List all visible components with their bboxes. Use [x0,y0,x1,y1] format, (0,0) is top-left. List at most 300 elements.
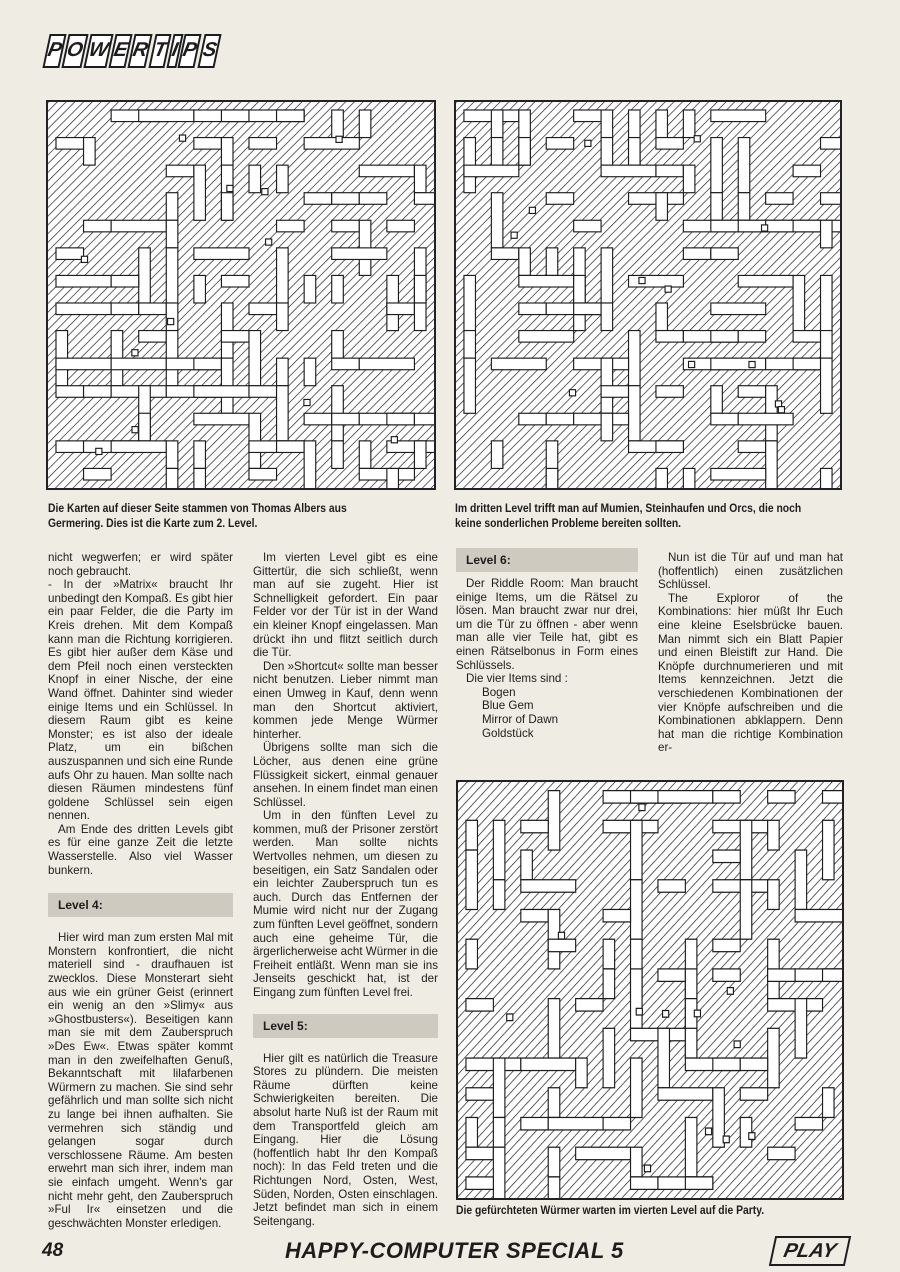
corridor [56,441,84,453]
corridor [631,969,643,1028]
corridor [194,413,249,425]
corridor [546,193,573,205]
level3-map [454,100,842,490]
corridor [56,275,111,287]
corridor [464,331,476,359]
corridor [629,138,641,166]
corridor [768,969,795,981]
corridor [713,969,740,981]
corridor [821,468,833,488]
corridor [466,1088,493,1100]
corridor [821,331,833,359]
corridor [249,165,261,193]
corridor [139,303,167,315]
corridor [603,939,615,969]
map-marker [81,256,87,262]
map-marker [168,318,174,324]
corridor [332,220,360,232]
corridor [738,386,765,398]
list-item: Mirror of Dawn [482,712,559,726]
corridor [491,248,518,260]
corridor [84,220,112,232]
map-marker [639,804,645,811]
level3-map-graphic [456,102,840,488]
map-marker [694,1010,700,1017]
corridor [740,880,752,939]
corridor [683,248,710,260]
corridor [56,386,84,398]
corridor [821,138,840,150]
corridor [277,386,289,441]
corridor [546,248,558,276]
paragraph: Den »Shortcut« sollte man besser nicht benutzen. Lieber nimmt man einen Umweg in Kauf, denn wenn man den Shortcut aktiviert, kommen jede Menge Würmer hinterher. [253,659,438,741]
corridor [194,165,206,220]
map-marker [636,1008,642,1015]
corridor [711,386,723,414]
paragraph: - In der »Matrix« braucht Ihr unbedingt den Kompaß. Es gibt hier ein paar Felder, die die Party im Kreis drehen. Mit dem Kompaß kann man die Richtung korrigieren. Es gibt hier außer dem Käse und dem Pfeil noch einen versteckten Knopf in einer Nische, der eine Wand öffnet. Dahinter sind wieder einige Items und ein Schlüssel. In diesem Raum gibt es keine Monster; es ist also der ideale Platz, um ein bißchen auszuspannen und sich eine Runde aufs Ohr zu hauen. Man sollte nach diesen Räumen mindestens fünf goldene Schlüssel sein eigen nennen. [48,578,233,823]
corridor [387,303,415,315]
corridor [658,969,685,981]
corridor [521,1058,576,1070]
corridor [359,358,414,370]
corridor [194,468,206,488]
map-marker [132,350,138,356]
corridor [414,303,426,331]
level4-map [456,780,844,1200]
corridor [359,193,387,205]
level4-map-graphic [458,782,842,1198]
map-marker [262,189,268,195]
corridor [683,110,695,138]
logo-letter: P [42,34,67,68]
corridor [576,1058,588,1088]
corridor [548,1147,560,1177]
corridor [603,1117,630,1129]
paragraph: Die vier Items sind : [466,672,568,686]
corridor [658,791,713,803]
corridor [332,331,344,359]
corridor [656,386,683,398]
corridor [521,880,576,892]
logo-letter: I [166,34,183,68]
corridor [493,1147,505,1198]
paragraph: Um in den fünften Level zu kommen, muß der Prisoner zerstört werden. Man sollte nichts Wertvolles nehmen, um diesen zu beseitigen, ein Satz Sandalen oder ein leichter Zauberspruch tun es auch. Durch das Entfernen der Mumie wird nicht nur der Zugang zum fünften Level geöffnet, sondern auch eine geheime Tür, die ärgerlicherweise acht Würmer in die Freiheit entläßt. Wenn man sie ins Jenseits geschickt hat, ist der Eingang zum fünften Level frei. [253,809,438,999]
corridor [795,1117,822,1129]
list-item: Blue Gem [482,699,534,713]
map-marker [723,1136,729,1143]
corridor [574,303,601,315]
corridor [194,386,249,398]
corridor [332,441,344,469]
corridor [521,909,548,921]
corridor [738,193,750,221]
corridor [249,468,277,480]
corridor [56,248,84,260]
corridor [166,468,178,488]
map-marker [644,1165,650,1172]
map-marker [227,185,233,191]
corridor [631,880,643,939]
map-marker [96,448,102,454]
corridor [656,110,668,138]
corridor [795,850,807,909]
corridor [194,358,222,370]
corridor [656,303,668,331]
corridor [711,138,723,193]
map-marker [705,1128,711,1135]
corridor [521,1117,548,1129]
corridor [111,275,139,287]
corridor [332,358,360,370]
corridor [548,1117,603,1129]
corridor [464,358,476,413]
corridor [493,820,505,879]
corridor [166,303,178,331]
corridor [740,1058,767,1070]
corridor [139,110,194,122]
map-marker [585,140,591,146]
paragraph: nicht wegwerfen; er wird später noch gebraucht. [48,551,233,578]
corridor [493,880,505,910]
corridor [576,999,603,1011]
corridor [466,850,478,909]
corridor [166,165,194,177]
corridor [576,1147,631,1159]
corridor [139,413,151,441]
corridor [466,939,478,969]
page-number: 48 [42,1240,64,1261]
map-marker [689,361,695,367]
corridor [387,220,415,232]
corridor [768,820,780,850]
corridor [414,165,426,193]
corridor [519,331,574,343]
corridor [491,193,503,248]
corridor [656,138,683,150]
corridor [519,275,574,287]
corridor [491,138,503,166]
paragraph: Übrigens sollte man sich die Löcher, aus denen eine grüne Flüssigkeit sickert, einmal genauer ansehen. In einem findet man einen Schlüssel. [253,741,438,809]
corridor [793,331,820,343]
corridor [683,468,695,488]
corridor [713,791,740,803]
logo-letter: W [83,34,113,68]
play-logo: PLAY [769,1236,851,1266]
corridor [493,1117,505,1147]
map-marker [558,932,564,939]
item-list [456,686,638,740]
corridor [304,193,332,205]
corridor [304,413,332,425]
corridor [304,138,359,150]
corridor [277,165,289,193]
corridor [56,138,84,150]
corridor [823,820,835,879]
corridor [795,909,842,921]
corridor [738,275,793,287]
corridor [821,193,840,205]
logo-letter: T [148,34,171,68]
corridor [519,248,531,276]
corridor [766,441,778,488]
list-item: Bogen [482,685,516,699]
section-heading-level5: Level 5: [253,1014,438,1038]
corridor [111,220,166,232]
paragraph: Der Riddle Room: Man braucht einige Items, um die Rätsel zu lösen. Man braucht zwar nur drei, um die Tür zu öffnen - aber wenn man alle vier Teile hat, gibt es einen Rätselbonus in Form eines Schlüssels. [456,577,638,672]
paragraph: Hier gilt es natürlich die Treasure Stores zu plündern. Die meisten Räume dürften keine Schwierigkeiten bereiten. Die absolut harte Nuß ist der Raum mit dem Transportfeld gleich am Eingang. Hier die Lösung (hoffentlich habt Ihr den Kompaß noch): In das Feld treten und die Richtungen Nord, Osten, West, Süden, Norden, Osten einschlagen. Jetzt befindet man sich in einem Seitengang. [253,1051,438,1228]
corridor [546,138,573,150]
paragraph: Im vierten Level gibt es eine Gittertür, die sich schließt, wenn man auf sie zugeht. Hier ist Schnelligkeit gefordert. Ein paar Felder vor der Tür ist in der Wand ein kleiner Knopf eingelassen. Man drückt ihn und flitzt seitlich durch die Tür. [253,551,438,660]
corridor [601,248,613,303]
corridor [631,1147,643,1177]
logo-letter: P [178,34,203,68]
corridor [768,1147,795,1159]
map-marker [663,1011,669,1018]
corridor [713,939,740,951]
paragraph: Nun ist die Tür auf und man hat (hoffentlich) einen zusätzlichen Schlüssel. [658,551,843,592]
map-marker [639,277,645,283]
corridor [711,193,723,221]
corridor [249,386,277,398]
corridor [56,303,111,315]
corridor [793,220,840,232]
corridor [740,1088,767,1100]
corridor [711,331,738,343]
map-marker [336,136,342,142]
corridor [139,248,151,303]
corridor [548,999,560,1058]
corridor [491,441,503,469]
corridor [332,193,360,205]
corridor [821,358,833,413]
corridor [194,248,249,260]
map-marker [179,135,185,141]
map-marker [694,136,700,142]
corridor [166,248,178,303]
corridor [332,413,360,425]
corridor [414,413,434,425]
corridor [793,165,820,177]
wall-area [456,102,840,488]
corridor [629,275,684,287]
corridor [713,850,740,862]
corridor [631,1177,658,1189]
map-marker [778,407,784,413]
column-4 [658,551,843,755]
corridor [685,1117,697,1176]
paragraph: The Exploror of the Kombinations: hier müßt Ihr Euch eine kleine Eselsbrücke bauen. Man nimmt sich ein Blatt Papier und einen Bleistift zur Hand. Die Knöpfe durchnumerieren und mit Items kennzeichnen. Jetzt die verschiedenen Kombinationen der vier Knöpfe aufschreiben und die Kombinationen abklappern. Denn hat man die richtige Kombination er- [658,591,843,755]
corridor [359,165,414,177]
corridor [603,969,615,999]
map-marker [507,1014,513,1021]
corridor [249,138,277,150]
corridor [194,275,206,303]
corridor [521,850,533,880]
paragraph: Am Ende des dritten Levels gibt es für eine ganze Zeit die letzte Wasserstelle. Also viel Wasser bunkern. [48,822,233,877]
map-marker [529,207,535,213]
map-marker [569,390,575,396]
corridor [249,331,261,386]
corridor [738,413,793,425]
corridor [359,441,371,469]
corridor [491,358,546,370]
corridor [685,1028,697,1058]
corridor [277,248,289,303]
corridor [795,999,807,1058]
wall-area [458,782,842,1198]
corridor [711,110,766,122]
corridor [464,275,476,330]
corridor [387,413,415,425]
corridor [658,1088,713,1100]
powertips-logo [45,34,219,68]
corridor [548,1088,560,1118]
corridor [603,1028,615,1087]
corridor [166,220,178,248]
corridor [738,441,765,453]
corridor [548,939,575,951]
logo-letter: S [197,34,222,68]
corridor [793,358,820,370]
corridor [656,193,668,221]
corridor [304,441,316,488]
corridor [738,138,750,193]
corridor [768,791,795,803]
map-marker [391,437,397,443]
corridor [656,468,668,488]
corridor [139,331,167,343]
corridor [823,1088,835,1118]
corridor [821,275,833,330]
corridor [84,386,112,398]
corridor [793,275,805,330]
map-marker [132,427,138,433]
corridor [111,358,166,370]
corridor [84,468,112,480]
corridor [277,441,305,453]
corridor [601,138,613,166]
corridor [658,880,685,892]
corridor [768,880,780,910]
corridor [221,110,249,122]
corridor [414,193,434,205]
map-marker [762,225,768,231]
corridor [766,193,793,205]
magazine-title: HAPPY-COMPUTER SPECIAL 5 [285,1238,624,1263]
corridor [194,138,222,150]
corridor [221,193,233,221]
corridor [823,791,842,803]
corridor [304,275,316,303]
corridor [277,303,289,331]
corridor [574,110,601,122]
corridor [738,331,765,343]
corridor [711,358,766,370]
map-marker [734,1041,740,1048]
corridor [277,220,305,232]
corridor [823,969,842,981]
column-2 [253,551,438,1228]
logo-letter: O [62,34,89,68]
corridor [221,331,249,343]
corridor [249,303,277,315]
level2-map-graphic [48,102,434,488]
corridor [194,441,206,469]
logo-letter: R [128,34,154,68]
map-marker [727,988,733,995]
list-item: Goldstück [482,726,534,740]
corridor [304,358,316,386]
section-heading-level6: Level 6: [456,548,638,572]
corridor [521,820,548,832]
corridor [740,820,752,879]
corridor [111,303,139,315]
corridor [56,358,111,370]
corridor [631,1058,643,1117]
right-map-caption: Im dritten Level trifft man auf Mumien, Steinhaufen und Orcs, die noch keine sonderlichen Probleme bereiten sollten. [455,503,802,530]
corridor [519,138,531,166]
corridor [629,386,641,441]
corridor [601,386,628,398]
column-1 [48,551,233,1230]
corridor [277,110,305,122]
paragraph: Hier wird man zum ersten Mal mit Monstern konfrontiert, die nicht materiell sind - draufhauen ist zwecklos. Diese Monsterart sieht aus wie ein grüner Geist (erinnert ein wenig an den »Slimy« aus »Ghostbusters«). Beseitigen kann man sie mit dem Zauberspruch »Des Ew«. Etwas später kommt man in den zweifelhaften Genuß, Bekanntschaft mit lilafarbenen Würmern zu machen. Sie sind sehr gefährlich und man sollte sich nicht zu lange bei ihnen aufhalten. Sie vermehren sich ständig und gelangen sogar durch verschlossene Räume. Am besten erwehrt man sich ihrer, indem man sie einfach umgeht. Wenn's gar nicht mehr geht, den Zauberspruch »Ful Ir« einsetzen und die geschwächten Monster erledigen. [48,931,233,1230]
corridor [768,1028,780,1087]
corridor [332,248,387,260]
corridor [466,999,493,1011]
corridor [466,1147,493,1159]
corridor [84,138,96,166]
logo-letter: E [108,34,133,68]
corridor [601,413,613,441]
corridor [464,165,519,177]
corridor [629,331,641,386]
map-marker [266,239,272,245]
corridor [519,413,546,425]
level2-map [46,100,436,490]
corridor [656,165,683,177]
corridor [546,468,558,488]
corridor [332,275,344,303]
corridor [658,1028,670,1087]
corridor [574,220,601,232]
corridor [332,110,344,138]
corridor [711,468,766,480]
corridor [414,441,426,469]
corridor [466,820,478,850]
corridor [493,1058,505,1117]
left-map-caption: Die Karten auf dieser Seite stammen von Thomas Albers aus Germering. Dies ist die Karte zum 2. Level. [48,503,347,530]
map-marker [304,399,310,405]
corridor [713,1058,740,1070]
corridor [656,331,683,343]
map-marker [749,361,755,367]
corridor [546,413,573,425]
corridor [466,1117,478,1147]
bottom-map-caption: Die gefürchteten Würmer warten im vierten Level auf die Party. [456,1205,765,1217]
corridor [491,110,503,138]
corridor [603,909,630,921]
map-marker [749,1133,755,1140]
corridor [711,248,738,260]
corridor [166,193,178,221]
corridor [359,110,371,138]
corridor [711,413,738,425]
corridor [711,303,766,315]
corridor [631,820,643,879]
corridor [656,441,683,453]
corridor [414,275,426,303]
